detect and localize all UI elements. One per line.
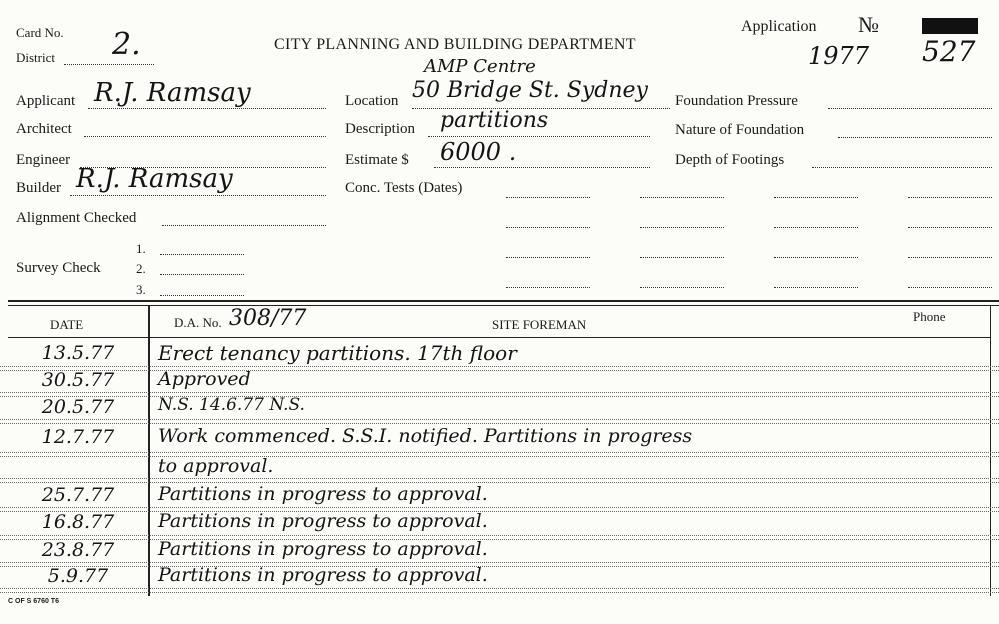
survey-dotted-line-1 <box>160 254 244 255</box>
log-entry: Approved <box>158 368 251 390</box>
log-entry: Erect tenancy partitions. 17th floor <box>158 341 517 365</box>
conc-tests-line-3b <box>640 257 724 258</box>
section-divider-top <box>8 300 999 302</box>
description-dotted-line <box>428 136 650 137</box>
conc-tests-line-4c <box>774 287 858 288</box>
number-symbol: № <box>858 12 879 37</box>
builder-label: Builder <box>16 180 61 196</box>
survey-check-label: Survey Check <box>16 260 101 276</box>
survey-number-3: 3. <box>136 282 146 297</box>
survey-dotted-line-3 <box>160 295 244 296</box>
application-number: 527 <box>922 35 976 68</box>
conc-tests-line-4b <box>640 287 724 288</box>
conc-tests-line-3c <box>774 257 858 258</box>
architect-dotted-line <box>84 136 326 137</box>
card-no-label: Card No. <box>16 25 64 40</box>
survey-dotted-line-2 <box>160 274 244 275</box>
department-title: CITY PLANNING AND BUILDING DEPARTMENT <box>274 36 636 53</box>
conc-tests-line-1d <box>908 197 992 198</box>
applicant-value: R.J. Ramsay <box>94 78 251 108</box>
depth-footings-dotted-line <box>812 167 992 168</box>
da-number-label: D.A. No. <box>174 315 222 330</box>
description-label: Description <box>345 121 415 137</box>
log-entry: Partitions in progress to approval. <box>158 538 488 560</box>
district-label: District <box>16 50 55 65</box>
district-value: 2. <box>112 27 141 62</box>
district-dotted-line <box>64 64 154 65</box>
log-date: 12.7.77 <box>41 426 115 448</box>
conc-tests-line-3a <box>506 257 590 258</box>
conc-tests-line-1b <box>640 197 724 198</box>
section-divider-bottom <box>8 305 999 306</box>
location-label: Location <box>345 93 399 109</box>
alignment-dotted-line <box>162 225 326 226</box>
applicant-dotted-line <box>88 108 326 109</box>
log-date: 13.5.77 <box>41 342 115 364</box>
right-border <box>990 306 991 596</box>
nature-foundation-label: Nature of Foundation <box>675 122 805 138</box>
conc-tests-line-3d <box>908 257 992 258</box>
date-column-divider <box>148 306 150 596</box>
log-entry: Partitions in progress to approval. <box>158 564 488 586</box>
log-entry: Work commenced. S.S.I. notified. Partitions in progress <box>158 425 693 447</box>
log-date: 5.9.77 <box>47 565 109 587</box>
log-entry: Partitions in progress to approval. <box>158 510 488 532</box>
redaction-mark <box>922 18 978 34</box>
log-entry: Partitions in progress to approval. <box>158 483 488 505</box>
alignment-checked-label: Alignment Checked <box>16 210 137 226</box>
nature-foundation-dotted-line <box>838 137 992 138</box>
conc-tests-line-2d <box>908 227 992 228</box>
survey-number-1: 1. <box>136 241 146 256</box>
conc-tests-line-1a <box>506 197 590 198</box>
phone-label: Phone <box>913 309 946 324</box>
estimate-label: Estimate $ <box>345 152 409 168</box>
location-value-line1: AMP Centre <box>424 56 536 77</box>
estimate-dotted-line <box>434 167 650 168</box>
foundation-pressure-label: Foundation Pressure <box>675 93 798 109</box>
engineer-label: Engineer <box>16 152 71 168</box>
date-column-header: DATE <box>50 317 84 332</box>
log-date: 23.8.77 <box>41 539 115 561</box>
log-date: 16.8.77 <box>41 511 115 533</box>
conc-tests-line-2b <box>640 227 724 228</box>
applicant-label: Applicant <box>16 93 76 109</box>
log-date: 30.5.77 <box>41 369 115 391</box>
conc-tests-line-4a <box>506 287 590 288</box>
builder-value: R.J. Ramsay <box>76 164 233 194</box>
log-date: 25.7.77 <box>41 484 115 506</box>
builder-dotted-line <box>70 195 326 196</box>
estimate-value: 6000 . <box>440 138 517 166</box>
conc-tests-line-1c <box>774 197 858 198</box>
application-year: 1977 <box>808 42 870 70</box>
depth-footings-label: Depth of Footings <box>675 152 785 168</box>
site-foreman-label: SITE FOREMAN <box>492 317 587 332</box>
log-date: 20.5.77 <box>41 396 115 418</box>
log-entry: N.S. 14.6.77 N.S. <box>158 395 305 415</box>
application-label: Application <box>741 18 817 35</box>
conc-tests-line-4d <box>908 287 992 288</box>
architect-label: Architect <box>16 121 72 137</box>
conc-tests-line-2c <box>774 227 858 228</box>
survey-number-2: 2. <box>136 261 146 276</box>
form-code: C OF S 6760 T6 <box>8 598 59 605</box>
da-number-value: 308/77 <box>229 306 307 331</box>
header-underline <box>8 337 991 338</box>
conc-tests-line-2a <box>506 227 590 228</box>
foundation-pressure-dotted-line <box>828 108 992 109</box>
log-entry: to approval. <box>158 455 274 477</box>
description-value: partitions <box>440 108 549 133</box>
conc-tests-label: Conc. Tests (Dates) <box>345 180 463 196</box>
location-value-line2: 50 Bridge St. Sydney <box>412 78 648 103</box>
